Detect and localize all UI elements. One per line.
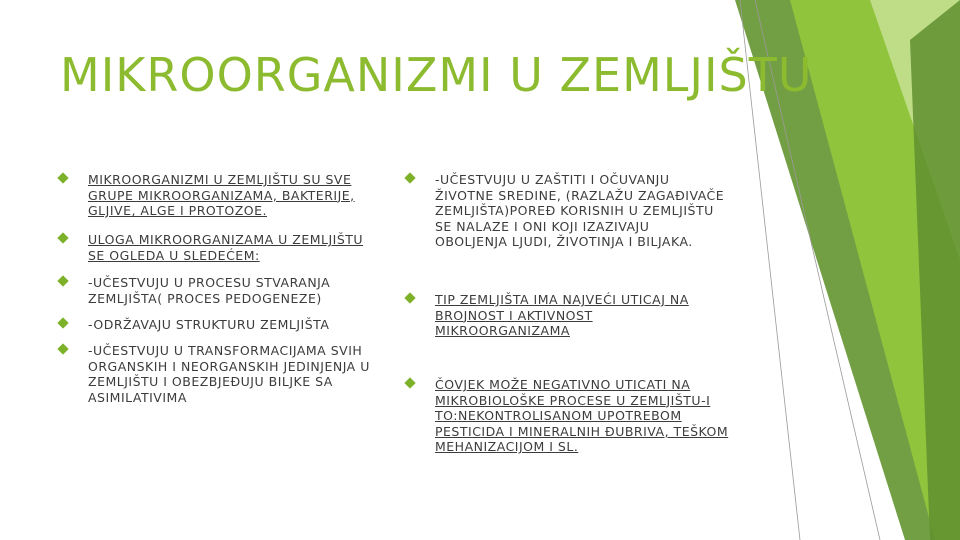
bullet-text-line: -UČESTVUJU U TRANSFORMACIJAMA SVIH xyxy=(88,343,363,358)
bullet-item xyxy=(58,343,370,405)
bullet-item xyxy=(405,172,724,250)
bullet-item xyxy=(405,292,689,339)
bullet-text-line: ZEMLJIŠTA)POREĐ KORISNIH U ZEMLJIŠTU xyxy=(435,203,714,219)
slide-title: MIKROORGANIZMI U ZEMLJIŠTU xyxy=(60,48,813,102)
bullet-text-line: OBOLJENJA LJUDI, ŽIVOTINJA I BILJAKA. xyxy=(435,234,693,250)
bullet-text-line: -UČESTVUJU U ZAŠTITI I OČUVANJU xyxy=(435,172,670,187)
diamond-bullet-icon xyxy=(58,276,68,286)
bullet-text-line: SE OGLEDA U SLEDEĆEM: xyxy=(88,247,260,263)
bullet-text-line: MEHANIZACIJOM I SL. xyxy=(435,439,579,455)
diamond-bullet-icon xyxy=(58,173,68,183)
diamond-bullet-icon xyxy=(58,318,68,328)
bullet-text-line: BROJNOST I AKTIVNOST xyxy=(435,307,593,323)
bullet-text-line: -UČESTVUJU U PROCESU STVARANJA xyxy=(88,275,331,290)
bullet-text-line: ZEMLJIŠTU I OBEZBJEĐUJU BILJKE SA xyxy=(88,374,333,390)
bullet-text-line: MIKROBIOLOŠKE PROCESE U ZEMLJIŠTU-I xyxy=(435,392,711,408)
bullet-text-line: -ODRŽAVAJU STRUKTURU ZEMLJIŠTA xyxy=(88,317,330,332)
bullet-text-line: SE NALAZE I ONI KOJI IZAZIVAJU xyxy=(435,218,650,234)
diamond-bullet-icon xyxy=(405,293,415,303)
bullet-text-line: ZEMLJIŠTA( PROCES PEDOGENEZE) xyxy=(88,290,322,306)
bullet-text-line: ŽIVOTNE SREDINE, (RAZLAŽU ZAGAĐIVAČE xyxy=(435,187,725,203)
diamond-bullet-icon xyxy=(58,233,68,243)
bullet-item xyxy=(58,232,363,263)
bullet-item xyxy=(58,275,330,306)
bullet-text-line: GLJIVE, ALGE I PROTOZOE. xyxy=(88,203,267,219)
bullet-text-line: GRUPE MIKROORGANIZAMA, BAKTERIJE, xyxy=(88,187,355,203)
bullet-item xyxy=(58,317,329,333)
bullet-text-line: TIP ZEMLJIŠTA IMA NAJVEĆI UTICAJ NA xyxy=(435,292,689,307)
bullet-item xyxy=(405,377,728,455)
bullet-item xyxy=(58,172,355,219)
bullet-text-line: ULOGA MIKROORGANIZAMA U ZEMLJIŠTU xyxy=(88,232,364,247)
bullet-text-line: ČOVJEK MOŽE NEGATIVNO UTICATI NA xyxy=(435,377,691,392)
diamond-bullet-icon xyxy=(405,173,415,183)
bullet-text-line: MIKROORGANIZMI U ZEMLJIŠTU SU SVE xyxy=(88,172,352,187)
diamond-bullet-icon xyxy=(405,378,415,388)
bullet-text-line: MIKROORGANIZAMA xyxy=(435,323,570,339)
bullet-text-line: ORGANSKIH I NEORGANSKIH JEDINJENJA U xyxy=(88,358,370,374)
bullet-text-line: PESTICIDA I MINERALNIH ĐUBRIVA, TEŠKOM xyxy=(435,423,729,439)
bullet-text-line: TO:NEKONTROLISANOM UPOTREBOM xyxy=(435,408,682,424)
bullet-text-line: ASIMILATIVIMA xyxy=(88,389,187,405)
diamond-bullet-icon xyxy=(58,344,68,354)
